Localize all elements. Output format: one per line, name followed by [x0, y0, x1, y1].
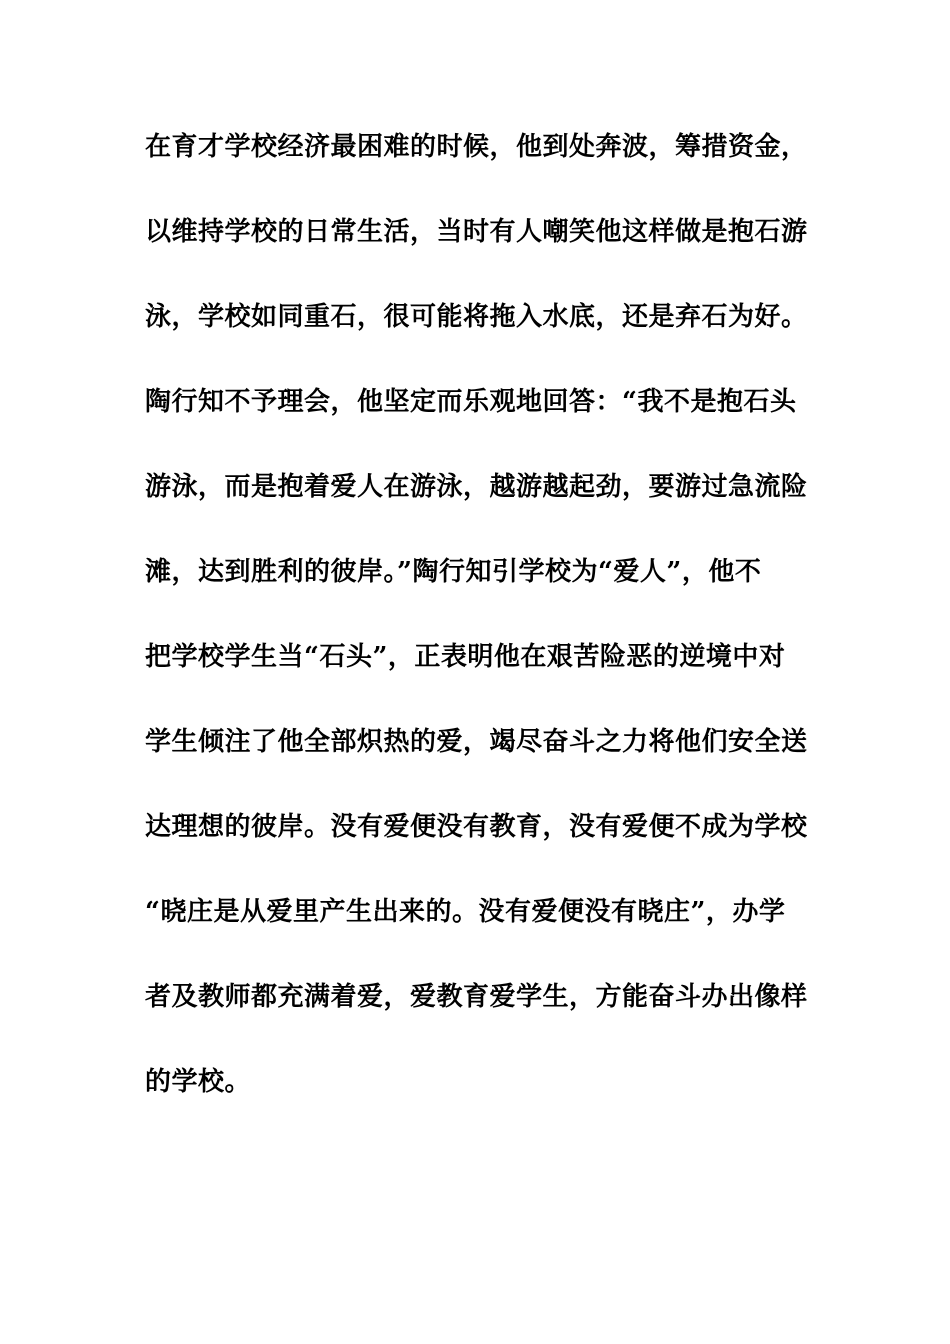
text-line: 学生倾注了他全部炽热的爱，竭尽奋斗之力将他们安全送 — [145, 727, 808, 757]
text-line: 陶行知不予理会，他坚定而乐观地回答：“我不是抱石头 — [145, 387, 797, 417]
text-line: 在育才学校经济最困难的时候，他到处奔波，筹措资金， — [145, 132, 808, 162]
text-line: 把学校学生当“石头”，正表明他在艰苦险恶的逆境中对 — [145, 642, 786, 672]
text-line: 达理想的彼岸。没有爱便没有教育，没有爱便不成为学校 — [145, 812, 808, 842]
text-line: 者及教师都充满着爱，爱教育爱学生，方能奋斗办出像样 — [145, 982, 808, 1012]
text-line: 以维持学校的日常生活，当时有人嘲笑他这样做是抱石游 — [145, 217, 808, 247]
paragraph — [145, 127, 825, 1147]
text-line: 滩，达到胜利的彼岸。”陶行知引学校为“爱人”，他不 — [145, 557, 762, 587]
text-line: “晓庄是从爱里产生出来的。没有爱便没有晓庄”，办学 — [145, 897, 786, 927]
text-line: 游泳，而是抱着爱人在游泳，越游越起劲，要游过急流险 — [145, 472, 808, 502]
text-line: 泳，学校如同重石，很可能将拖入水底，还是弃石为好。 — [145, 302, 808, 332]
text-line: 的学校。 — [145, 1067, 252, 1097]
